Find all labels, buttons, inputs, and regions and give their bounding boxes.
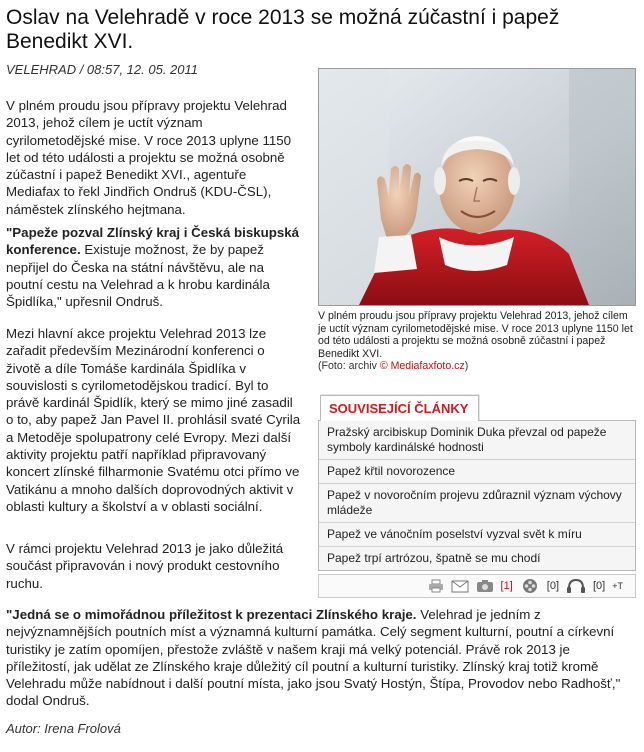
article-paragraph: Mezi hlavní akce projektu Velehrad 2013 lze zařadit především Mezinárodní konferenci o životě a díle Tomáše kardinála Špidlíka v souvislosti s cyrilometodějskou tradicí. Byl to právě kardinál Špidlík, který se mimo jiné zasadil o to, aby papež Jan Pavel II. prohlásil svaté Cyrila a Metoděje spolupatrony celé Evropy. Mezi další aktivity projektu patří například připravovaný koncert zlínské filharmonie Svatému otci přímo ve Vatikánu a mnoho dalších doprovodných aktivit v oblasti kultury a školství a v oblasti sociální. bbox=[6, 326, 301, 514]
related-article-link[interactable]: Papež křtil novorozence bbox=[319, 460, 635, 484]
related-articles-list bbox=[318, 420, 636, 571]
caption-text: V plném proudu jsou přípravy projektu Velehrad 2013, jehož cílem je uctít význam cyrilometodějské mise. V roce 2013 uplyne 1150 let od této události a projektu se možná osobně zúčastní i papež Benedikt XVI. bbox=[318, 310, 633, 360]
related-articles-tab[interactable]: SOUVISEJÍCÍ ČLÁNKY bbox=[320, 395, 479, 421]
related-articles bbox=[318, 394, 636, 571]
pope-photo-illustration bbox=[319, 69, 635, 305]
article-paragraph: V rámci projektu Velehrad 2013 je jako důležitá součást připravován i nový produkt cestovního ruchu. bbox=[6, 541, 284, 591]
audio-icon[interactable] bbox=[566, 578, 586, 594]
caption-source-link[interactable]: © Mediafaxfoto.cz bbox=[379, 360, 465, 373]
email-icon[interactable] bbox=[451, 580, 469, 593]
video-count[interactable]: [0] bbox=[546, 580, 559, 592]
caption-source-suffix: ) bbox=[464, 360, 469, 373]
paragraph-text: Existuje možnost, že by papež nepřijel do Česka na státní návštěvu, ale na poutní cestu na Velehrad a k hrobu kardinála Špidlíka," upřesnil Ondruš. bbox=[6, 242, 270, 310]
paragraph-lead: "Papeže pozval Zlínský kraj i Česká biskupská konference. bbox=[6, 225, 300, 258]
paragraph-lead: "Jedná se o mimořádnou příležitost k prezentaci Zlínského kraje. bbox=[6, 607, 417, 622]
related-article-link[interactable]: Papež v novoročním projevu zdůraznil význam výchovy mládeže bbox=[319, 484, 635, 523]
article-headline: Oslav na Velehradě v roce 2013 se možná zúčastní i papež Benedikt XVI. bbox=[6, 6, 560, 53]
related-article-link[interactable]: Papež ve vánočním poselství vyzval svět k míru bbox=[319, 523, 635, 547]
photo-icon[interactable] bbox=[476, 579, 494, 593]
audio-count[interactable]: [0] bbox=[593, 580, 606, 592]
article-toolbar bbox=[318, 574, 636, 598]
article-photo[interactable] bbox=[318, 68, 636, 306]
photo-caption bbox=[318, 310, 636, 373]
related-article-link[interactable]: Pražský arcibiskup Dominik Duka převzal od papeže symboly kardinálské hodnosti bbox=[319, 421, 635, 460]
caption-source-prefix: (Foto: archiv bbox=[318, 360, 380, 373]
article-paragraph bbox=[6, 606, 634, 710]
video-icon[interactable] bbox=[520, 578, 540, 594]
article-paragraph: V plném proudu jsou přípravy projektu Velehrad 2013, jehož cílem je uctít význam cyrilometodějské mise. V roce 2013 uplyne 1150 let od této události a projektu se možná osobně zúčastní i papež Benedikt XVI., agentuře Mediafax to řekl Jindřich Ondruš (KDU-ČSL), náměstek zlínského hejtmana. bbox=[6, 98, 292, 217]
article-dateline: VELEHRAD / 08:57, 12. 05. 2011 bbox=[6, 62, 198, 77]
photo-count[interactable]: [1] bbox=[500, 580, 513, 592]
related-article-link[interactable]: Papež trpí artrózou, špatně se mu chodí bbox=[327, 551, 541, 565]
print-icon[interactable] bbox=[428, 579, 444, 593]
paragraph-text: Velehrad je jedním z nejvýznamnějších poutních míst a významná kulturní památka. Celý segment kulturní, poutní a církevní turistiky je zatím opomíjen, přestože zvláště v našem kraji má velký potenciál. Právě rok 2013 je příležitostí, jak udělat ze Zlínského kraje důležitý cíl poutní a kulturní turistiky. Zlínský kraj totiž kromě Velehradu může nabídnout i další poutní místa, jako jsou Svatý Hostýn, Štípa, Provodov nebo Radhošť," dodal Ondruš. bbox=[6, 607, 621, 709]
article-author: Autor: Irena Frolová bbox=[6, 721, 121, 736]
font-size-icon[interactable]: +T bbox=[612, 581, 623, 591]
article-paragraph bbox=[6, 224, 302, 310]
